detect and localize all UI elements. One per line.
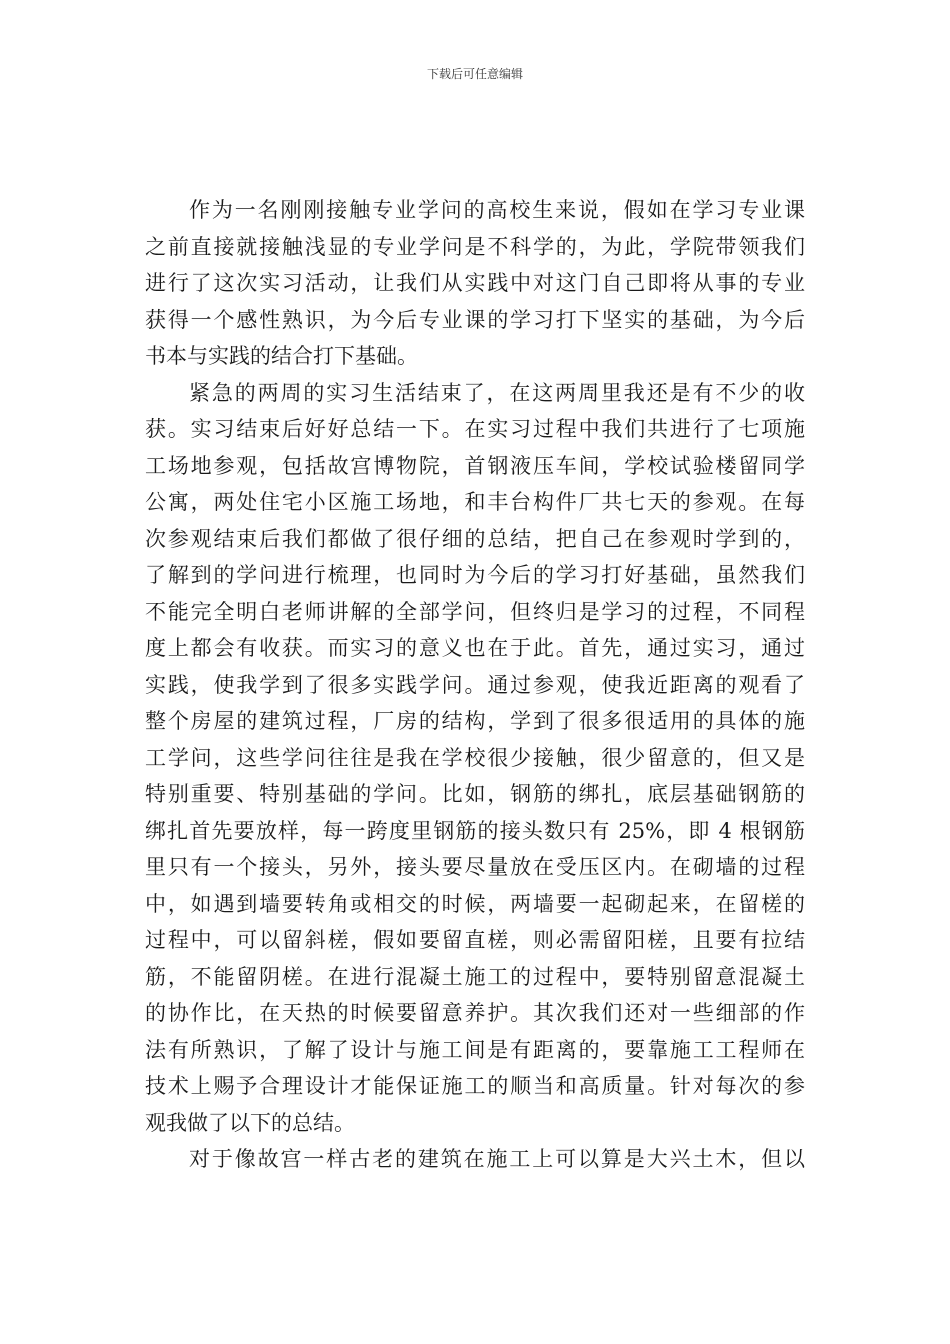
document-body [145, 192, 805, 1178]
paragraph-line: 观我做了以下的总结。 [145, 1110, 355, 1135]
paragraph-line: 作为一名刚刚接触专业学问的高校生来说，假如在学习专业课 [189, 198, 805, 222]
paragraph-line: 特别重要、特别基础的学问。比如，钢筋的绑扎，底层基础钢筋的 [145, 782, 805, 806]
paragraph-line: 技术上赐予合理设计才能保证施工的顺当和高质量。针对每次的参 [145, 1074, 805, 1098]
paragraph-line: 之前直接就接触浅显的专业学问是不科学的，为此，学院带领我们 [145, 234, 805, 259]
paragraph-line: 法有所熟识，了解了设计与施工间是有距离的，要靠施工工程师在 [145, 1037, 805, 1062]
paragraph-line: 获。实习结束后好好总结一下。在实习过程中我们共进行了七项施 [145, 417, 805, 441]
paragraph-line: 次参观结束后我们都做了很仔细的总结，把自己在参观时学到的， [145, 526, 805, 551]
paragraph-line: 筋，不能留阴槎。在进行混凝土施工的过程中，要特别留意混凝土 [145, 964, 805, 989]
paragraph-2 [145, 375, 805, 1142]
paragraph-line: 过程中，可以留斜槎，假如要留直槎，则必需留阳槎，且要有拉结 [145, 928, 805, 952]
paragraph-line: 公寓，两处住宅小区施工场地，和丰台构件厂共七天的参观。在每 [145, 490, 805, 514]
paragraph-line: 度上都会有收获。而实习的意义也在于此。首先，通过实习，通过 [145, 636, 805, 660]
paragraph-line: 对于像故宫一样古老的建筑在施工上可以算是大兴土木，但以 [189, 1147, 805, 1171]
paragraph-line: 书本与实践的结合打下基础。 [145, 344, 418, 368]
paragraph-line: 进行了这次实习活动，让我们从实践中对这门自己即将从事的专业 [145, 271, 805, 295]
paragraph-line: 工学问，这些学问往往是我在学校很少接触，很少留意的，但又是 [145, 745, 805, 770]
page-header: 下载后可任意编辑 [426, 67, 523, 81]
paragraph-line: 不能完全明白老师讲解的全部学问，但终归是学习的过程，不同程 [145, 599, 805, 624]
paragraph-1 [145, 192, 805, 375]
paragraph-line: 实践，使我学到了很多实践学问。通过参观，使我近距离的观看了 [145, 672, 805, 697]
paragraph-line: 的协作比，在天热的时候要留意养护。其次我们还对一些细部的作 [145, 1001, 805, 1025]
paragraph-line: 工场地参观，包括故宫博物院，首钢液压车间，学校试验楼留同学 [145, 453, 805, 478]
paragraph-line: 获得一个感性熟识，为今后专业课的学习打下坚实的基础，为今后 [145, 307, 805, 332]
paragraph-line: 中，如遇到墙要转角或相交的时候，两墙要一起砌起来，在留槎的 [145, 891, 805, 916]
paragraph-line: 整个房屋的建筑过程，厂房的结构，学到了很多很适用的具体的施 [145, 709, 805, 733]
paragraph-line: 里只有一个接头，另外，接头要尽量放在受压区内。在砌墙的过程 [145, 855, 805, 879]
paragraph-3 [145, 1141, 805, 1178]
paragraph-line: 绑扎首先要放样，每一跨度里钢筋的接头数只有 25%，即 4 根钢筋 [145, 818, 805, 843]
paragraph-line: 紧急的两周的实习生活结束了，在这两周里我还是有不少的收 [189, 380, 805, 405]
paragraph-line: 了解到的学问进行梳理，也同时为今后的学习打好基础，虽然我们 [145, 563, 805, 587]
